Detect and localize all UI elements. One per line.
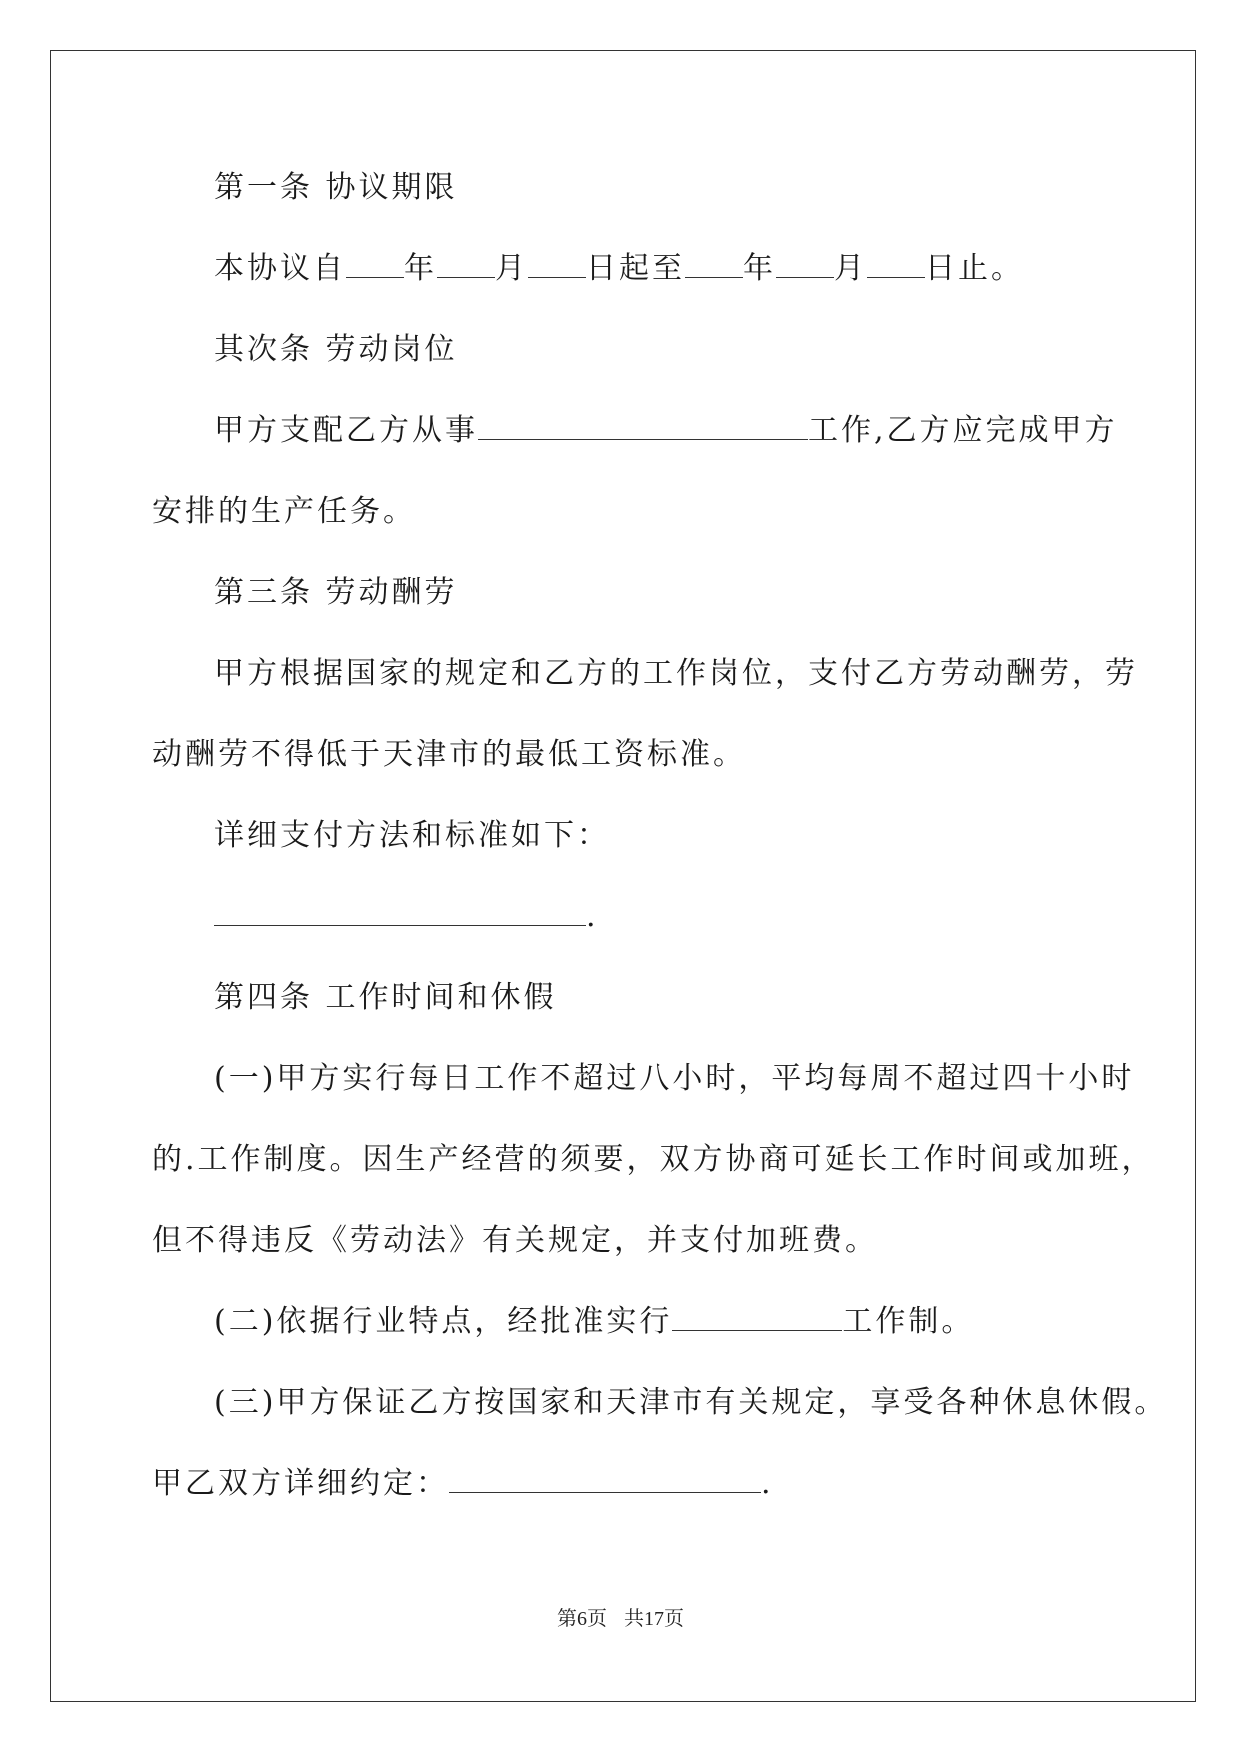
page-border bbox=[50, 50, 1196, 1702]
article-3-line-2: 动酬劳不得低于天津市的最低工资标准。 bbox=[152, 737, 746, 772]
art2-text-part: 工作,乙方应完成甲方 bbox=[808, 413, 1118, 448]
art4-iii-text-part: 甲乙双方详细约定： bbox=[152, 1466, 449, 1501]
blank-month-start bbox=[437, 251, 495, 278]
art1-text-part: 日止。 bbox=[925, 251, 1024, 286]
article-3-detail: 详细支付方法和标准如下： bbox=[214, 818, 610, 853]
article-3-line-1: 甲方根据国家的规定和乙方的工作岗位，支付乙方劳动酬劳，劳 bbox=[214, 656, 1138, 691]
article-4-title: 第四条 工作时间和休假 bbox=[214, 980, 557, 1015]
article-1-text bbox=[214, 249, 1241, 289]
art1-text-part: 日起至 bbox=[586, 251, 685, 286]
art4-ii-text-part: 工作制。 bbox=[842, 1304, 975, 1339]
art3-blank-period: . bbox=[586, 899, 599, 934]
article-4-i-line-1: (一)甲方实行每日工作不超过八小时，平均每周不超过四十小时 bbox=[214, 1061, 1135, 1096]
blank-year-end bbox=[685, 251, 743, 278]
blank-job-position bbox=[478, 413, 808, 440]
article-3-title: 第三条 劳动酬劳 bbox=[214, 575, 458, 610]
article-2-line-2: 安排的生产任务。 bbox=[152, 494, 416, 529]
blank-day-start bbox=[528, 251, 586, 278]
article-3-blank-line bbox=[214, 897, 1241, 937]
page-total: 共17页 bbox=[624, 1608, 684, 1630]
article-2-title: 其次条 劳动岗位 bbox=[214, 332, 458, 367]
blank-payment-method bbox=[214, 899, 586, 926]
art4-iii-period: . bbox=[761, 1466, 774, 1501]
art1-text-part: 本协议自 bbox=[214, 251, 346, 286]
blank-leave-agreement bbox=[449, 1466, 761, 1493]
article-4-i-line-2: 的.工作制度。因生产经营的须要，双方协商可延长工作时间或加班， bbox=[152, 1142, 1155, 1177]
page-footer bbox=[0, 1606, 1241, 1632]
article-4-ii bbox=[214, 1302, 1241, 1342]
blank-day-end bbox=[867, 251, 925, 278]
page-number: 第6页 bbox=[557, 1608, 607, 1630]
art1-text-part: 年 bbox=[743, 251, 776, 286]
article-4-i-line-3: 但不得违反《劳动法》有关规定，并支付加班费。 bbox=[152, 1223, 878, 1258]
article-4-iii-line-1: (三)甲方保证乙方按国家和天津市有关规定，享受各种休息休假。 bbox=[214, 1385, 1168, 1420]
art2-text-part: 甲方支配乙方从事 bbox=[214, 413, 478, 448]
article-4-iii-line-2 bbox=[152, 1464, 1241, 1504]
article-2-line-1 bbox=[214, 411, 1241, 451]
blank-work-system bbox=[672, 1304, 842, 1331]
art1-text-part: 月 bbox=[495, 251, 528, 286]
blank-month-end bbox=[776, 251, 834, 278]
blank-year-start bbox=[346, 251, 404, 278]
art1-text-part: 年 bbox=[404, 251, 437, 286]
art1-text-part: 月 bbox=[834, 251, 867, 286]
art4-ii-text-part: (二)依据行业特点，经批准实行 bbox=[214, 1304, 673, 1339]
article-1-title: 第一条 协议期限 bbox=[214, 170, 458, 205]
